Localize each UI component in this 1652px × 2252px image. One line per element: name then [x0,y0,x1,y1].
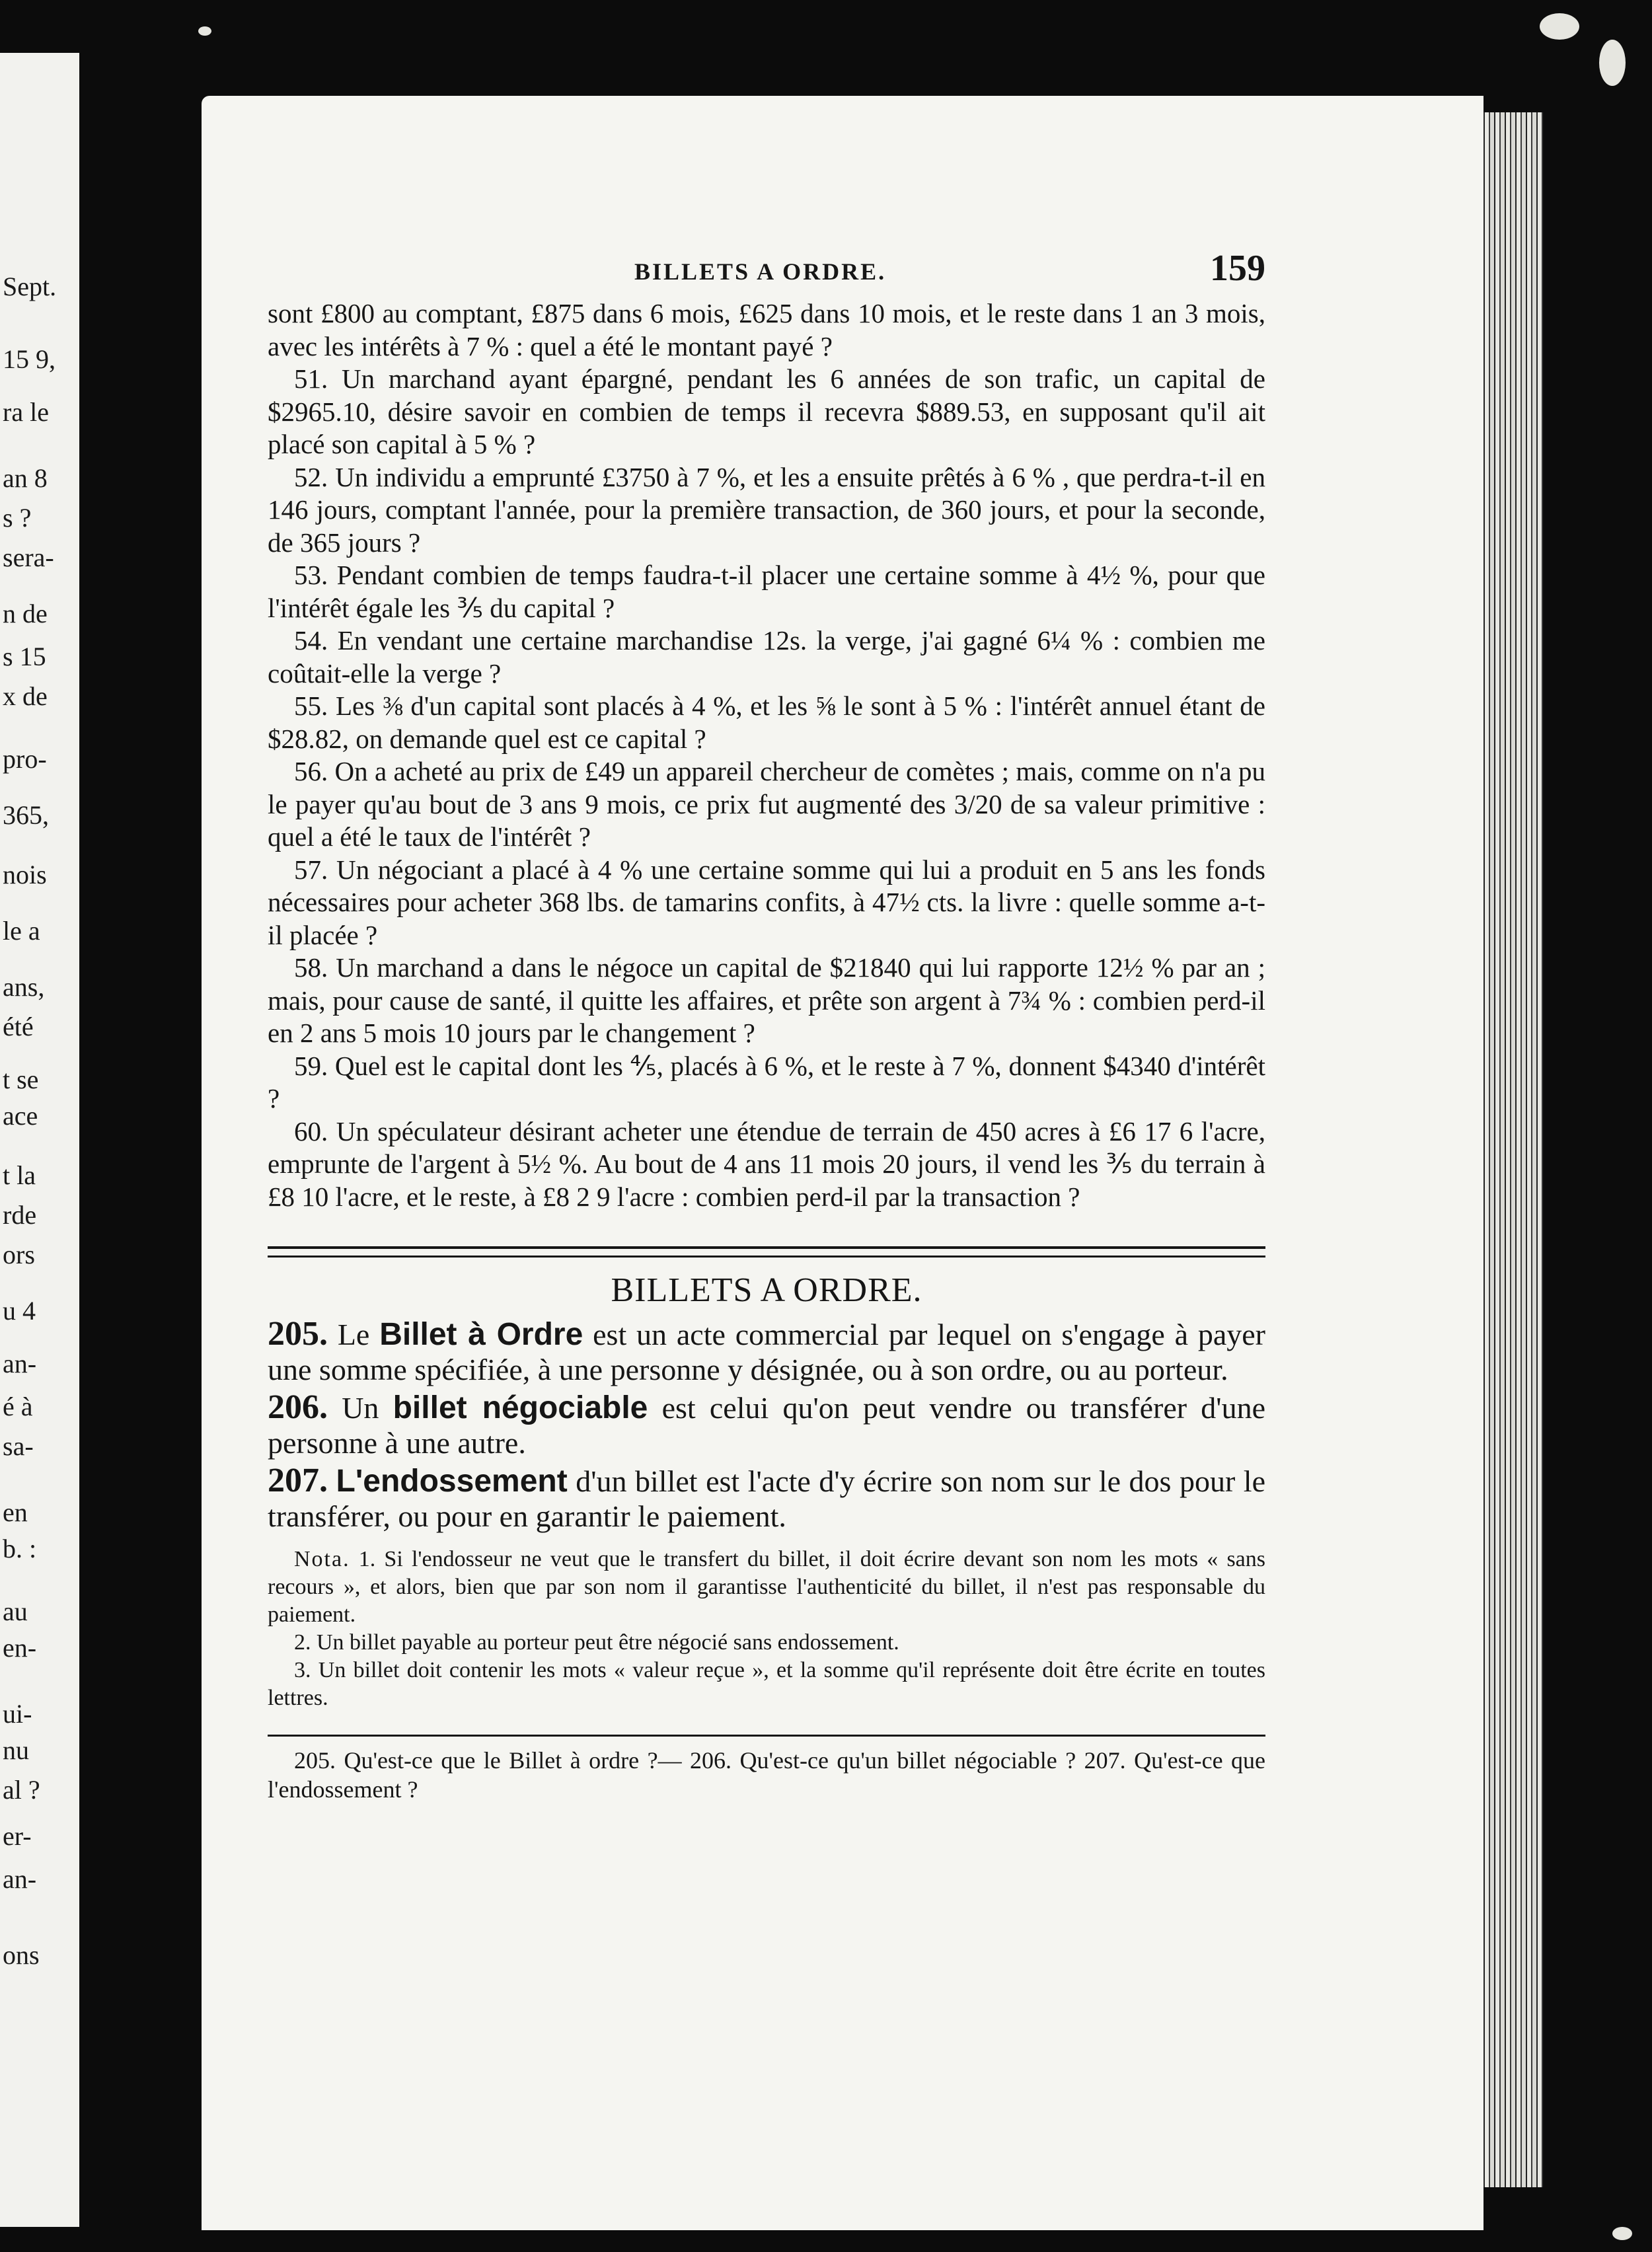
left-page-fragment: le a [3,916,40,946]
left-page-fragment: en [3,1497,28,1527]
left-page-fragment: Sept. [3,272,57,301]
left-page-fragment: pro- [3,744,47,774]
left-page-fragment: n de [3,599,48,628]
left-page-fragment: x de [3,681,48,711]
left-page-fragment: sera- [3,543,54,572]
page-number: 159 [1210,248,1265,289]
double-rule [268,1246,1265,1257]
left-page-fragment: sa- [3,1431,34,1461]
problem-text: 52. Un individu a emprunté £3750 à 7 %, et les a ensuite prêtés à 6 % , que perdra-t-il en 146 jours, comptant l'année, pour la première transaction, de 360 jours, et pour la seconde, de 365 jours ? [268,461,1265,558]
note-2: 2. Un billet payable au porteur peut être négocié sans endossement. [294,1630,899,1655]
speck [198,26,211,36]
left-page-fragment: ans, [3,972,45,1002]
left-page-fragment: ons [3,1940,40,1970]
definition-pre [328,1464,336,1498]
left-page-fragment: t la [3,1160,36,1190]
speck [1540,13,1579,40]
definition-text: est celui qu'on peut vendre ou transférer d'une personne à une autre. [268,1391,1265,1460]
speck [1612,2227,1632,2240]
left-page-fragment: été [3,1012,34,1041]
left-page-fragment: al ? [3,1775,40,1805]
left-page-fragment: s 15 [3,642,46,671]
left-page-fragment: ui- [3,1699,32,1729]
left-page-fragment: an- [3,1349,37,1378]
definition-pre: Un [328,1391,393,1425]
definition-number: 205. [268,1315,328,1353]
running-head [268,244,1265,297]
definition-205 [268,1316,1265,1387]
problem-text: 59. Quel est le capital dont les ⅘, placés à 6 %, et le reste à 7 %, donnent $4340 d'intérêt ? [268,1050,1265,1113]
problems [268,297,1265,1213]
definition-pre: Le [328,1318,380,1351]
left-page-fragment: nu [3,1735,29,1765]
left-page-fragment: b. : [3,1534,37,1563]
definition-206 [268,1390,1265,1460]
left-page-fragment: ace [3,1101,38,1131]
problem-text: sont £800 au comptant, £875 dans 6 mois, £625 dans 10 mois, et le reste dans 1 an 3 mois, avec les intérêts à 7 % : quel a été le montant payé ? [268,298,1265,361]
problem-text: 51. Un marchand ayant épargné, pendant les 6 années de son trafic, un capital de $2965.10, désire savoir en combien de temps il recevra $889.53, en supposant qu'il ait placé son capital à 5 % ? [268,363,1265,459]
note-3: 3. Un billet doit contenir les mots « valeur reçue », et la somme qu'il représente doit être écrite en toutes lettres. [268,1658,1265,1710]
problem-text: 55. Les ⅜ d'un capital sont placés à 4 %, et les ⅝ le sont à 5 % : l'intérêt annuel étant de $28.82, on demande quel est ce capital ? [268,691,1265,754]
running-title: BILLETS A ORDRE. [634,258,887,285]
note-1 [268,1546,1265,1629]
left-page-fragment: rde [3,1200,37,1230]
definition-number: 206. [268,1388,328,1426]
left-page-fragment: an- [3,1864,37,1894]
left-page-fragment: t se [3,1065,39,1094]
definition-number: 207. [268,1462,328,1499]
definition-term: billet négociable [393,1390,648,1425]
left-page-edge [0,53,79,2227]
speck [1599,40,1626,86]
left-page-fragment: u 4 [3,1296,36,1326]
definition-text: est un acte commercial par lequel on s'engage à payer une somme spécifiée, à une personne y désignée, ou à son ordre, ou au porteur. [268,1318,1265,1386]
definition-text: d'un billet est l'acte d'y écrire son nom sur le dos pour le transférer, ou pour en garantir le paiement. [268,1464,1266,1533]
section-title: BILLETS A ORDRE. [611,1271,922,1309]
left-page-fragment: an 8 [3,463,48,493]
left-page-fragment: nois [3,860,47,889]
left-page-fragment: au [3,1596,28,1626]
problem-text: 60. Un spéculateur désirant acheter une étendue de terrain de 450 acres à £6 17 6 l'acre, emprunte de l'argent à 5½ %. Au bout de 4 ans 11 mois 20 jours, il vend les ⅗ du terrain à £8 10 l'acre, et le reste, à £8 2 9 l'acre : combien perd-il par la transaction ? [268,1115,1265,1212]
definition-term: Billet à Ordre [379,1317,583,1352]
definition-term: L'endossement [336,1464,568,1499]
page-content [268,244,1265,1804]
note-text: 1. Si l'endosseur ne veut que le transfert du billet, il doit écrire devant son nom les mots « sans recours », et alors, bien que par son nom il garantisse l'authenticité du billet, il n'est pas responsable du paiement. [268,1547,1266,1627]
footer-rule [268,1735,1265,1737]
review-questions: 205. Qu'est-ce que le Billet à ordre ?— 206. Qu'est-ce qu'un billet négociable ? 207. Qu'est-ce que l'endossement ? [268,1747,1265,1803]
left-page-fragment: 365, [3,800,49,830]
problem-text: 54. En vendant une certaine marchandise 12s. la verge, j'ai gagné 6¼ % : combien me coûtait-elle la verge ? [268,625,1265,689]
definition-207 [268,1463,1265,1534]
problem-text: 53. Pendant combien de temps faudra-t-il placer une certaine somme à 4½ %, pour que l'intérêt égale les ⅗ du capital ? [268,560,1265,623]
note-lead: Nota. [294,1547,350,1571]
problem-text: 56. On a acheté au prix de £49 un appareil chercheur de comètes ; mais, comme on n'a pu le payer qu'au bout de 3 ans 9 mois, ce prix fut augmenté des 3/20 de sa valeur primitive : quel a été le taux de l'intérêt ? [268,756,1265,852]
problem-text: 58. Un marchand a dans le négoce un capital de $21840 qui lui rapporte 12½ % par an ; mais, pour cause de santé, il quitte les affaires, et prête son argent à 7¾ % : combien perd-il en 2 ans 5 mois 10 jours par le changement ? [268,952,1265,1048]
left-page-fragment: s ? [3,503,32,533]
left-page-fragment: ors [3,1240,35,1269]
left-page-fragment: 15 9, [3,344,56,374]
left-page-fragment: é à [3,1392,33,1421]
problem-text: 57. Un négociant a placé à 4 % une certaine somme qui lui a produit en 5 ans les fonds nécessaires pour acheter 368 lbs. de tamarins confits, à 47½ cts. la livre : quelle somme a-t-il placée ? [268,854,1265,950]
left-page-fragment: er- [3,1821,32,1851]
left-page-fragment: en- [3,1633,37,1663]
left-page-fragment: ra le [3,397,49,427]
notes [268,1546,1265,1712]
